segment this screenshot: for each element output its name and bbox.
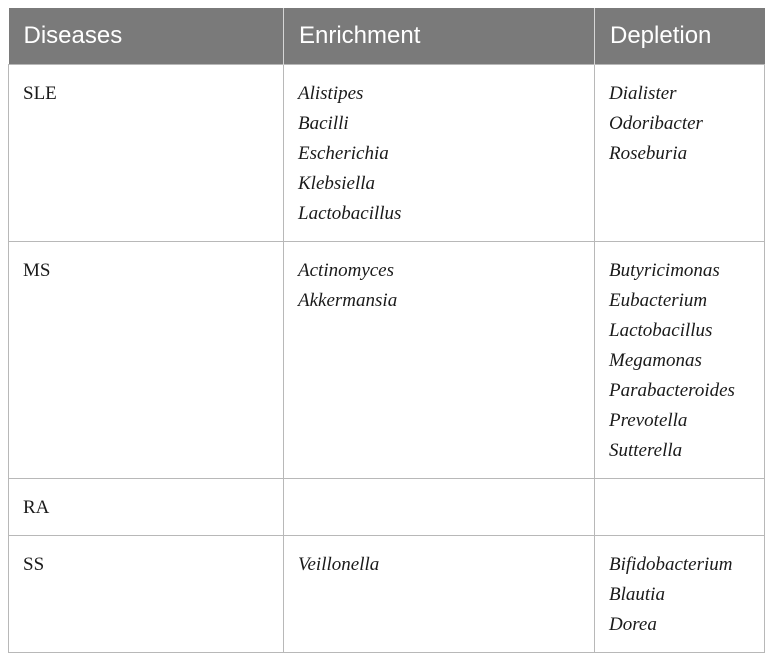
depletion-cell — [595, 536, 765, 653]
disease-cell: SS — [9, 536, 284, 653]
table-row — [9, 479, 765, 536]
genus-name: Actinomyces — [298, 260, 395, 281]
genus-name: Eubacterium — [609, 290, 708, 311]
genus-name: Alistipes — [298, 83, 364, 104]
depletion-cell — [595, 65, 765, 242]
microbiota-table — [8, 8, 765, 653]
genus-name: Dorea — [609, 614, 657, 635]
genus-name: Escherichia — [298, 143, 389, 164]
table-body — [9, 65, 765, 653]
disease-cell: RA — [9, 479, 284, 536]
genus-name: Klebsiella — [298, 173, 376, 194]
genus-name: Akkermansia — [298, 290, 398, 311]
depletion-cell — [595, 479, 765, 536]
header-depletion: Depletion — [595, 8, 765, 65]
genus-name: Lactobacillus — [609, 320, 713, 341]
header-enrichment: Enrichment — [284, 8, 595, 65]
genus-name: Sutterella — [609, 440, 683, 461]
disease-cell: SLE — [9, 65, 284, 242]
genus-name: Prevotella — [609, 410, 688, 431]
genus-name: Bacilli — [298, 113, 349, 134]
table-row — [9, 65, 765, 242]
genus-name: Bifidobacterium — [609, 554, 733, 575]
table-header-row — [9, 8, 765, 65]
genus-name: Odoribacter — [609, 113, 703, 134]
genus-name: Butyricimonas — [609, 260, 720, 281]
enrichment-cell — [284, 536, 595, 653]
genus-name: Blautia — [609, 584, 665, 605]
table-row — [9, 536, 765, 653]
genus-name: Roseburia — [609, 143, 688, 164]
genus-name: Lactobacillus — [298, 203, 402, 224]
genus-name: Dialister — [609, 83, 677, 104]
genus-name: Parabacteroides — [609, 380, 735, 401]
disease-cell: MS — [9, 242, 284, 479]
genus-name: Veillonella — [298, 554, 380, 575]
enrichment-cell — [284, 479, 595, 536]
depletion-cell — [595, 242, 765, 479]
enrichment-cell — [284, 65, 595, 242]
enrichment-cell — [284, 242, 595, 479]
microbiota-table-container — [8, 8, 764, 653]
genus-name: Megamonas — [609, 350, 702, 371]
table-row — [9, 242, 765, 479]
header-diseases: Diseases — [9, 8, 284, 65]
